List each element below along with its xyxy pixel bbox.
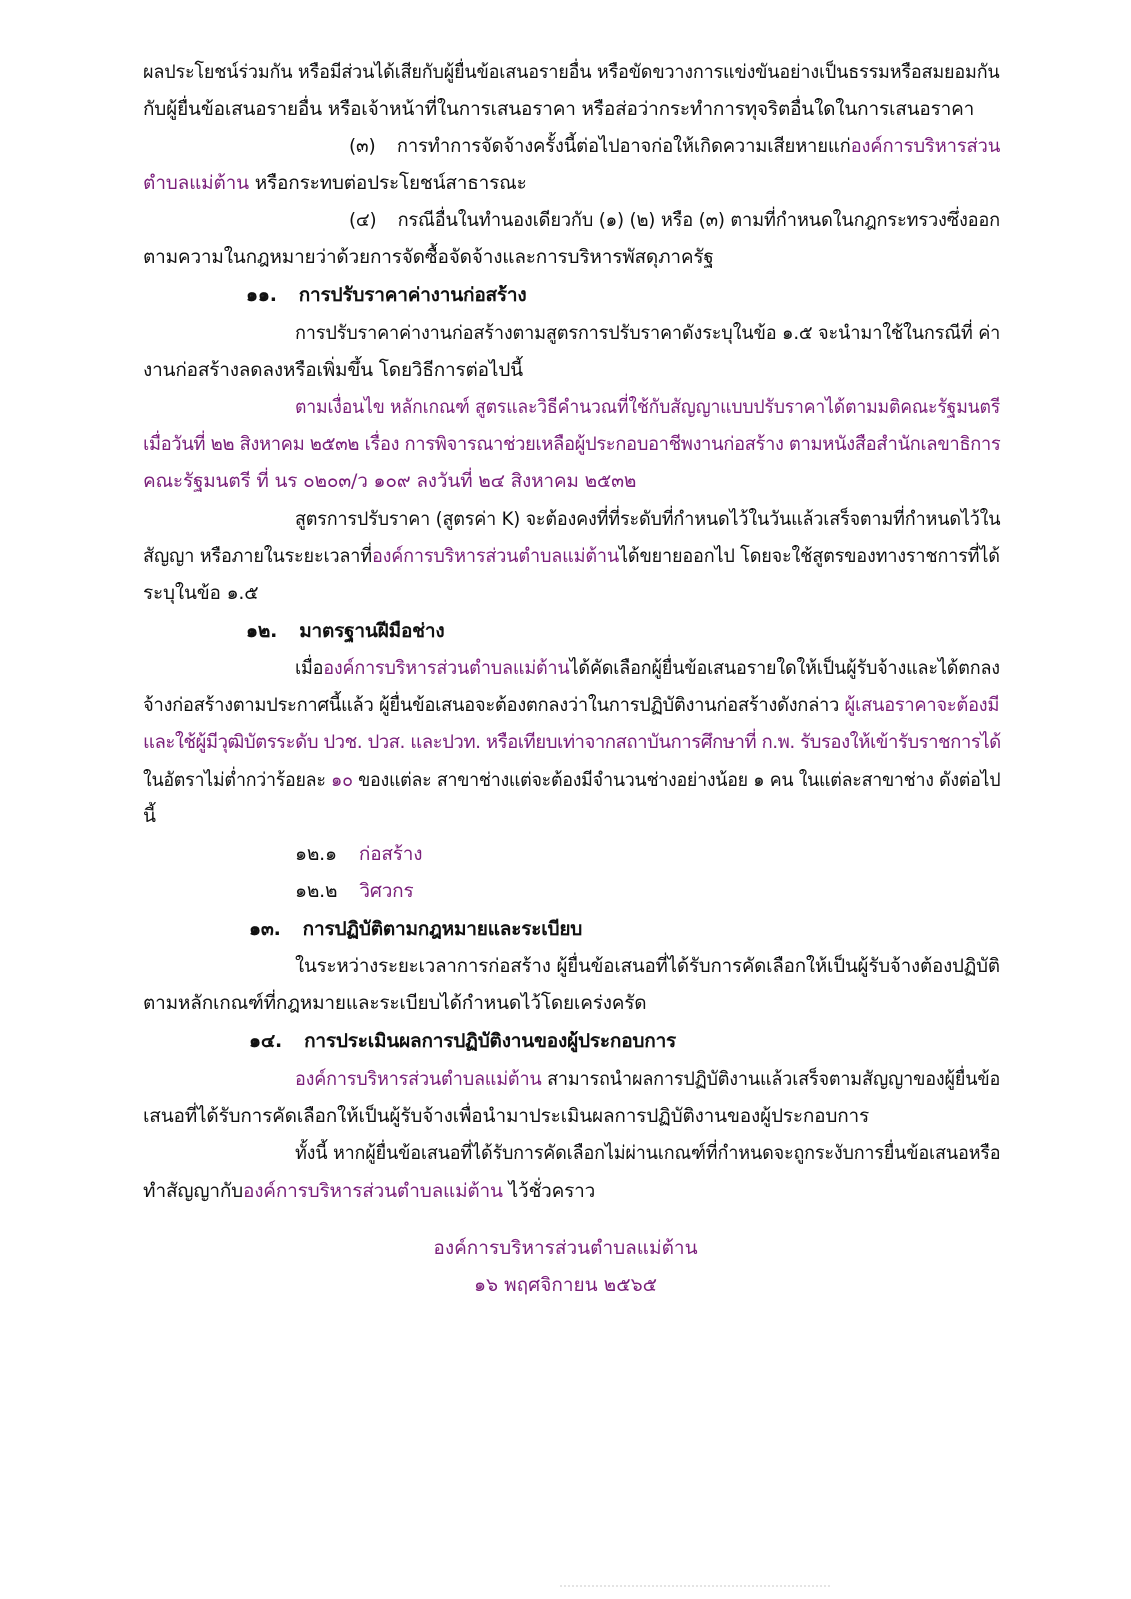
text-run: กรณีอื่นในทำนองเดียวกับ (๑) (๒) หรือ (๓) ตามที่กำหนดในกฎกระทรวงซึ่งออก	[397, 209, 1001, 231]
text-run: หรือกระทบต่อประโยชน์สาธารณะ	[248, 172, 527, 194]
text-run: ทั้งนี้ หากผู้ยื่นข้อเสนอที่ได้รับการคัดเลือกไม่ผ่านเกณฑ์ที่กำหนดจะถูกระงับการยื่นข้อเสนอหรือ	[295, 1142, 1001, 1164]
paragraph-line	[143, 1103, 869, 1129]
text-run: เมื่อวันที่ ๒๒ สิงหาคม ๒๕๓๒ เรื่อง การพิจารณาช่วยเหลือผู้ประกอบอาชีพงานก่อสร้าง ตามหนังสือสำนักเลขาธิการ	[143, 433, 1001, 455]
text-run: การปรับราคาค่างานก่อสร้างตามสูตรการปรับราคาดังระบุในข้อ ๑.๕ จะนำมาใช้ในกรณีที่ ค่า	[295, 322, 1001, 344]
organization-name: องค์การบริหารส่วนตำบลแม่ต้าน	[371, 545, 620, 567]
section-number: ๑๑.	[246, 284, 277, 306]
paragraph-line	[143, 580, 258, 606]
signature-organization: องค์การบริหารส่วนตำบลแม่ต้าน	[433, 1237, 698, 1259]
paragraph-line	[295, 506, 1000, 532]
clause-number: (๔)	[349, 209, 377, 231]
section-heading-11	[246, 282, 526, 308]
list-item-12-2	[295, 878, 413, 904]
paragraph-line	[143, 96, 974, 122]
section-heading-13	[249, 916, 582, 942]
clause-4	[349, 207, 1000, 233]
paragraph-line	[143, 692, 999, 718]
item-number: ๑๒.๑	[295, 843, 337, 865]
text-run: เสนอที่ได้รับการคัดเลือกให้เป็นผู้รับจ้างเพื่อนำมาประเมินผลการปฏิบัติงานของผู้ประกอบการ	[143, 1105, 869, 1127]
item-number: ๑๒.๒	[295, 880, 338, 902]
text-run: กับผู้ยื่นข้อเสนอรายอื่น หรือเจ้าหน้าที่ในการเสนอราคา หรือส่อว่ากระทำการทุจริตอื่นใดในการเสนอราคา	[143, 98, 975, 120]
section-number: ๑๔.	[249, 1030, 283, 1052]
text-run: ตามเงื่อนไข หลักเกณฑ์ สูตรและวิธีคำนวณที่ใช้กับสัญญาแบบปรับราคาได้ตามมติคณะรัฐมนตรี	[295, 396, 1001, 418]
section-number: ๑๒.	[246, 620, 278, 642]
highlighted-number: ๑๐	[331, 769, 353, 791]
text-run: ตามความในกฎหมายว่าด้วยการจัดซื้อจัดจ้างและการบริหารพัสดุภาครัฐ	[143, 246, 714, 268]
text-run: ได้คัดเลือกผู้ยื่นข้อเสนอรายใดให้เป็นผู้รับจ้างและได้ตกลง	[569, 657, 1000, 679]
paragraph-line	[143, 170, 527, 196]
clause-3	[349, 133, 1000, 159]
paragraph-line	[143, 357, 523, 383]
paragraph-line	[295, 320, 1000, 346]
text-run: ตามหลักเกณฑ์ที่กฎหมายและระเบียบได้กำหนดไว้โดยเคร่งครัด	[143, 992, 647, 1014]
text-run: เมื่อ	[295, 657, 324, 679]
text-run: ระบุในข้อ ๑.๕	[143, 582, 259, 604]
faint-footer-mark	[560, 1585, 830, 1587]
list-item-12-1	[295, 841, 422, 867]
text-run: และใช้ผู้มีวุฒิบัตรระดับ ปวช. ปวส. และปวท. หรือเทียบเท่าจากสถาบันการศึกษาที่ ก.พ. รับรองให้เข้ารับราชการได้	[143, 731, 1001, 753]
text-run: ผลประโยชน์ร่วมกัน หรือมีส่วนได้เสียกับผู้ยื่นข้อเสนอรายอื่น หรือขัดขวางการแข่งขันอย่างเป็นธรรมหรือสมยอมกัน	[143, 61, 1000, 83]
text-run: สัญญา หรือภายในระยะเวลาที่	[143, 545, 372, 567]
text-run: ทำสัญญากับ	[143, 1180, 244, 1202]
paragraph-line	[143, 1178, 595, 1204]
section-number: ๑๓.	[249, 918, 281, 940]
paragraph-line	[295, 953, 1000, 979]
paragraph-line	[143, 803, 156, 829]
paragraph-line	[295, 394, 1000, 420]
section-title: การปฏิบัติตามกฎหมายและระเบียบ	[302, 918, 583, 940]
section-title: การประเมินผลการปฏิบัติงานของผู้ประกอบการ	[304, 1030, 677, 1052]
section-heading-14	[249, 1028, 676, 1054]
text-run: ไว้ชั่วคราว	[502, 1180, 596, 1202]
item-label: ก่อสร้าง	[358, 843, 423, 865]
text-run: การทำการจัดจ้างครั้งนี้ต่อไปอาจก่อให้เกิดความเสียหายแก่	[396, 135, 851, 157]
text-run: งานก่อสร้างลดลงหรือเพิ่มขึ้น โดยวิธีการต่อไปนี้	[143, 359, 523, 381]
section-heading-12	[246, 618, 444, 644]
paragraph-line	[295, 1140, 1000, 1166]
text-run: นี้	[143, 805, 156, 827]
clause-number: (๓)	[349, 135, 376, 157]
item-label: วิศวกร	[359, 880, 414, 902]
paragraph-line	[143, 990, 646, 1016]
section-title: มาตรฐานฝีมือช่าง	[299, 620, 445, 642]
text-run: ในระหว่างระยะเวลาการก่อสร้าง ผู้ยื่นข้อเสนอที่ได้รับการคัดเลือกให้เป็นผู้รับจ้างต้องปฏิบัติ	[295, 955, 1000, 977]
organization-name: องค์การบริหารส่วนตำบลแม่ต้าน	[295, 1068, 542, 1090]
paragraph-line	[295, 1066, 1000, 1092]
organization-name: องค์การบริหารส่วนตำบลแม่ต้าน	[243, 1180, 503, 1202]
text-run: ได้ขยายออกไป โดยจะใช้สูตรของทางราชการที่ได้	[619, 545, 1000, 567]
text-run: ของแต่ละ สาขาช่างแต่จะต้องมีจำนวนช่างอย่างน้อย ๑ คน ในแต่ละสาขาช่าง ดังต่อไป	[352, 769, 1001, 791]
paragraph-line	[143, 767, 1000, 793]
signature-date: ๑๖ พฤศจิกายน ๒๕๖๕	[473, 1274, 658, 1296]
text-run: จ้างก่อสร้างตามประกาศนี้แล้ว ผู้ยื่นข้อเสนอจะต้องตกลงว่าในการปฏิบัติงานก่อสร้างดังกล่าว	[143, 694, 845, 716]
organization-name: องค์การบริหารส่วนตำบลแม่ต้าน	[323, 657, 570, 679]
paragraph-line	[143, 59, 1000, 85]
paragraph-line	[143, 431, 1000, 457]
organization-name: ตำบลแม่ต้าน	[143, 172, 249, 194]
text-run: สามารถนำผลการปฏิบัติงานแล้วเสร็จตามสัญญาของผู้ยื่นข้อ	[541, 1068, 1001, 1090]
paragraph-line	[143, 244, 714, 270]
paragraph-line	[143, 543, 1000, 569]
text-run: ในอัตราไม่ต่ำกว่าร้อยละ	[143, 769, 332, 791]
highlighted-text: ผู้เสนอราคาจะต้องมี	[844, 694, 1000, 716]
text-run: สูตรการปรับราคา (สูตรค่า K) จะต้องคงที่ที่ระดับที่กำหนดไว้ในวันแล้วเสร็จตามที่กำหนดไว้ใน	[295, 508, 1001, 530]
paragraph-line	[143, 468, 636, 494]
organization-name: องค์การบริหารส่วน	[850, 135, 1001, 157]
text-run: คณะรัฐมนตรี ที่ นร ๐๒๐๓/ว ๑๐๙ ลงวันที่ ๒๔ สิงหาคม ๒๕๓๒	[143, 470, 637, 492]
section-title: การปรับราคาค่างานก่อสร้าง	[298, 284, 527, 306]
paragraph-line	[295, 655, 1000, 681]
paragraph-line	[143, 729, 1001, 755]
